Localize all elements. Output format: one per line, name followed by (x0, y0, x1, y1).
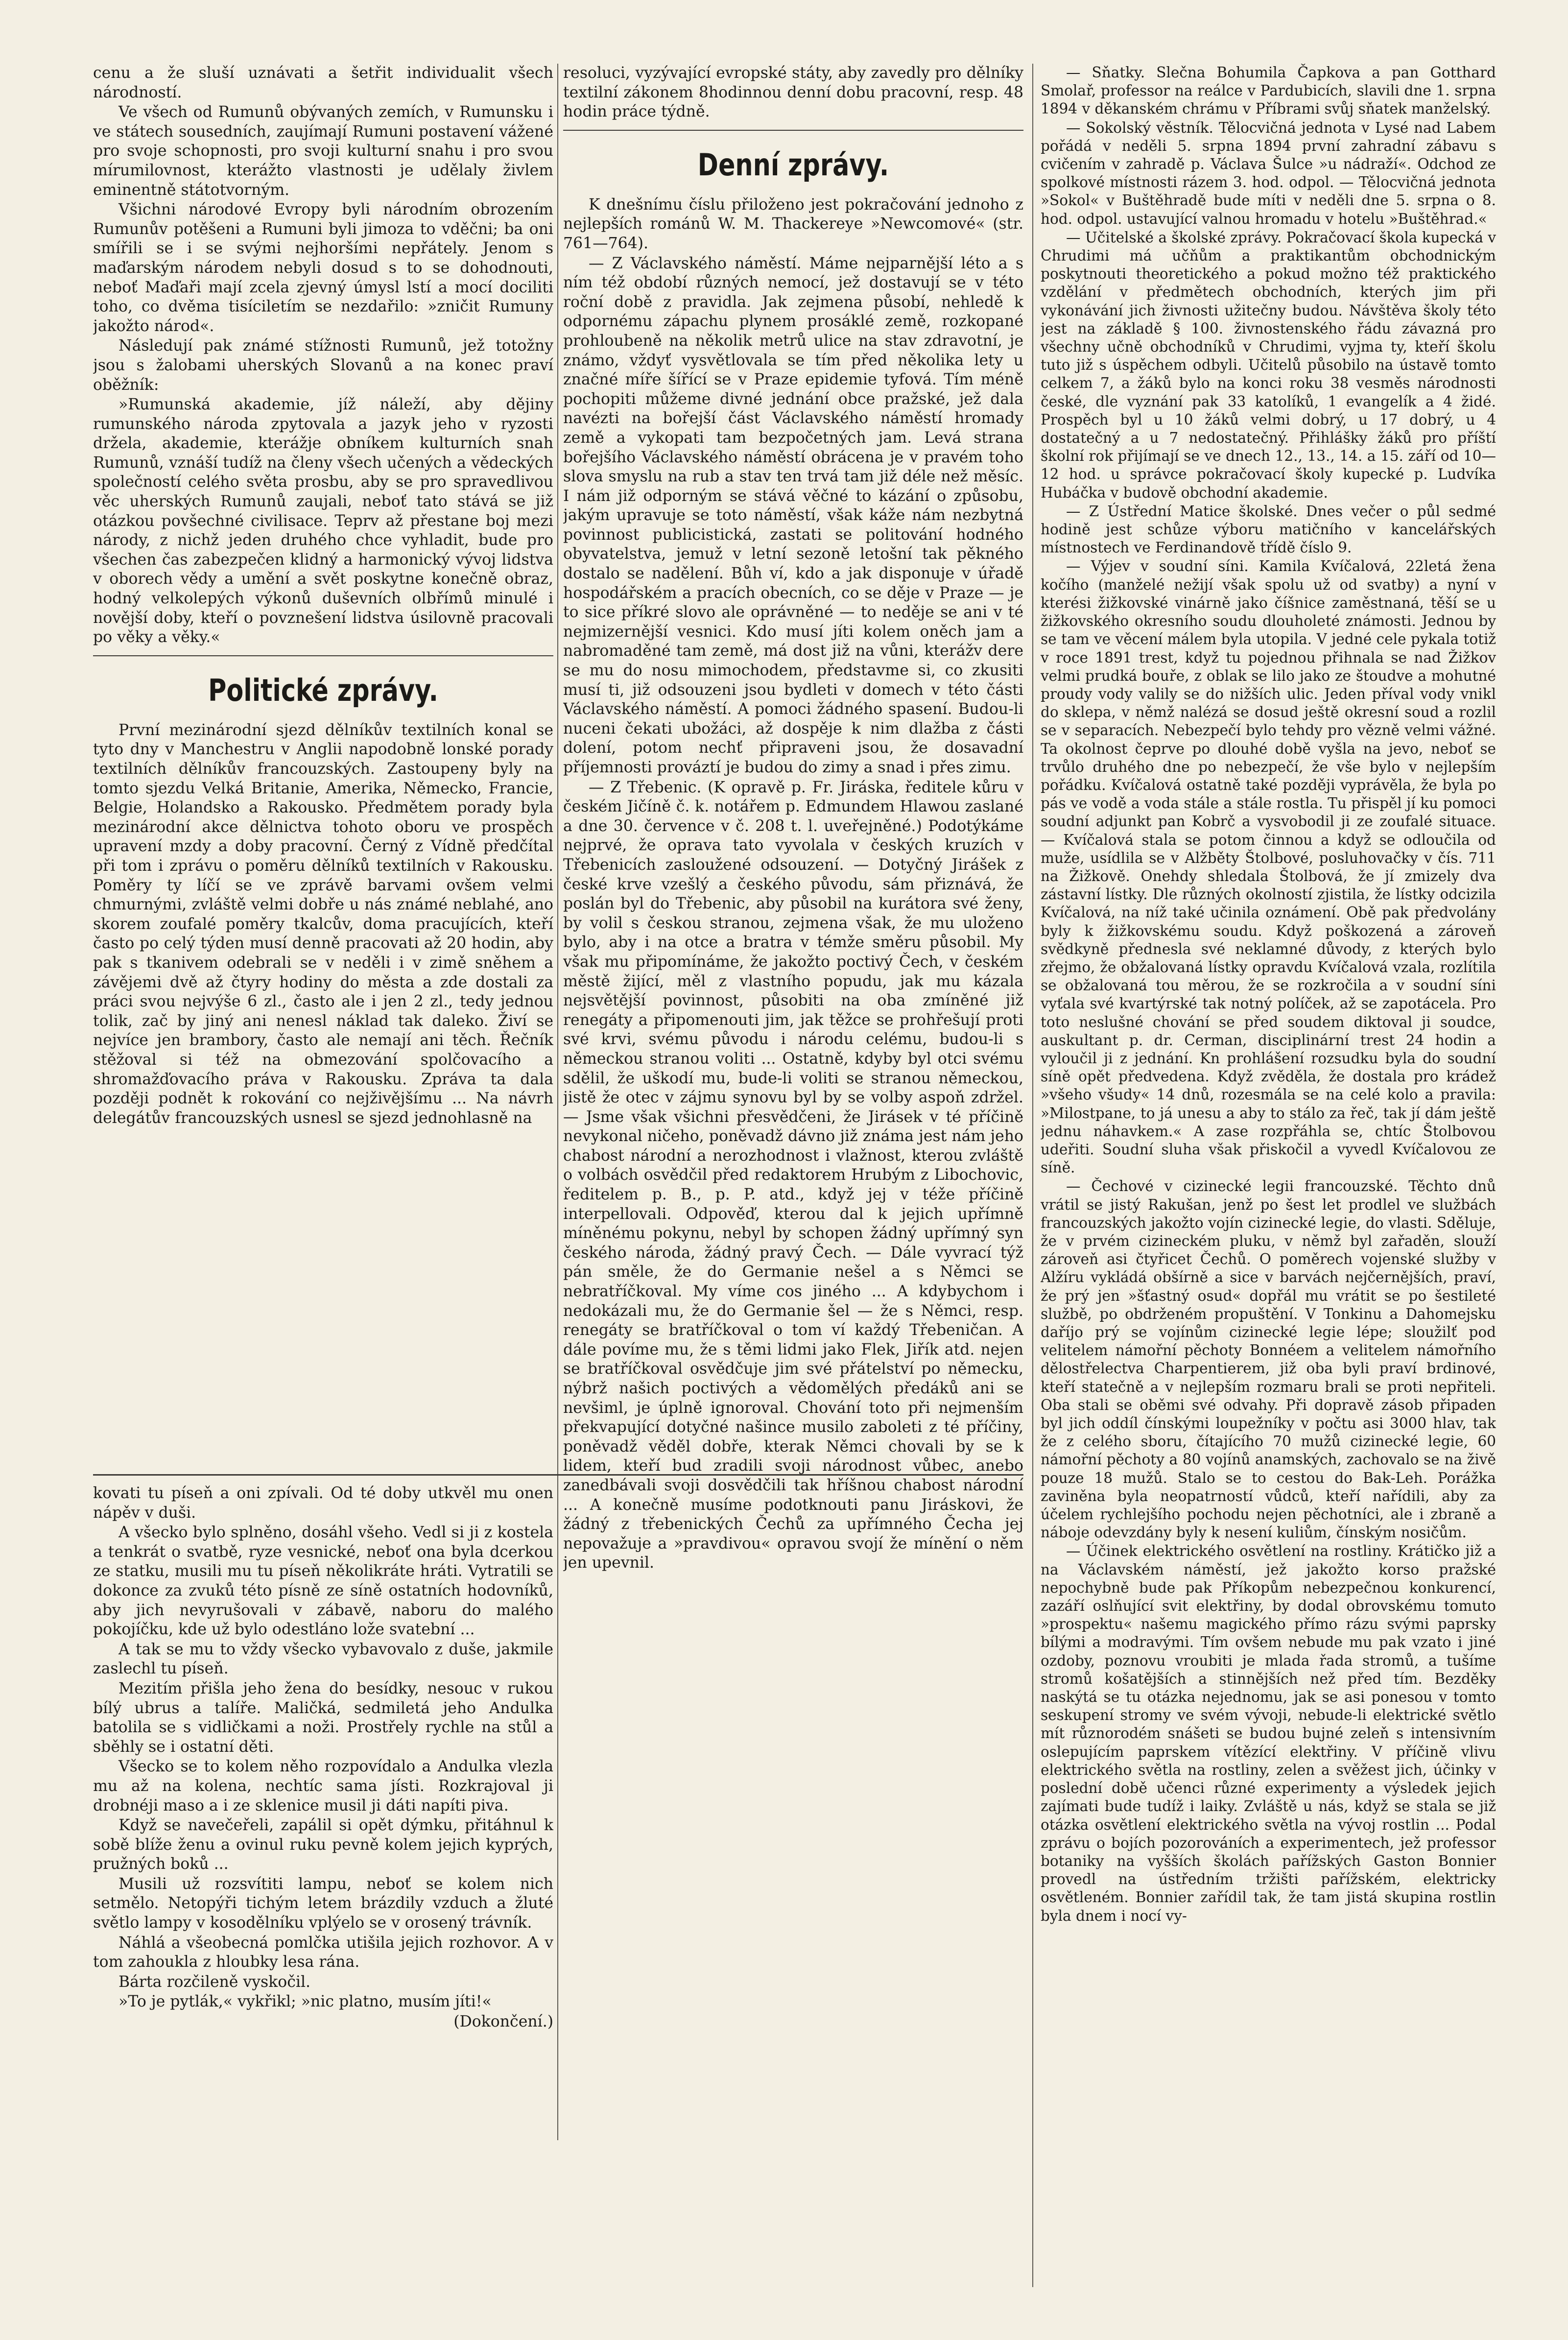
article-paragraph: — Účinek elektrického osvětlení na rostliny. Krátičko již a na Václavském náměstí, jež jakožto korso pražské nepochybně bude pak Příkopům nebezpečnou konkurencí, zazáří oslňující svit elektřiny, by dodal obrovskému tomuto »prospektu« našemu magického přímo rázu svými paprsky bílými a modravými. Tím ovšem nebude mu pak vzato i jiné ozdoby, poznovu vroubiti je mlada řada stromů, a tušíme stromů košatějších a stinnějších než před tím. Bezděky naskýtá se tu otázka nejednomu, jak se asi ponesou v tomto seskupení stromy ve svém vývoji, nebude-li elektrické světlo mít různorodém snášeti se budou bujné zeleň s intensivním oslepujícím paprskem vítězící elektřiny. V příčině vlivu elektrického světla na rostliny, zelen a svěžest jich, účinky v poslední době učenci různé experimenty a výsledek jejich zajímati bude tudíž i laiky. Zvláště u nás, když se stala se již otázka osvětlení elektrického světla na vývoj rostlin ... Podal zprávu o bojích pozorováních a experimentech, jež professor botaniky na vyšších školách pařížských Gaston Bonnier provedl na ústředním tržišti pařížském, elektricky osvětleném. Bonnier zařídil tak, že tam jistá skupina rostlin byla dnem i nocí vy- (1041, 1543, 1496, 1924)
article-paragraph: — Z Václavského náměstí. Máme nejparnější léto a s ním též období různých nemocí, jež dostavují se v této roční době z pravidla. Jak zejmena působí, nehledě k odpornému zápachu plynem prosáklé země, rozkopané prohloubeně na několik metrů ulice na stav zdravotní, je známo, vždyť vysvětlovala se tím před několika lety u značné míře šířící se v Praze epidemie tyfová. Tím méně pochopiti můžeme divné jednání obce pražské, jež dala navézti na bořejší část Václavského náměstí hromady země a vykopati tam bezpočetných jam. Levá strana bořejšího Václavského náměstí obrácena je v pravém toho slova smyslu na rub a stav ten trvá tam již déle než měsíc. I nám již odporným se stává věčné to kázání o způsobu, jakým upravuje se toto náměstí, však káže nám nezbytná povinnost publicistická, zastati se politování hodného obyvatelstva, jemuž v letní sezoně letošní tak pěkného dostalo se nadělení. Bůh ví, kdo a jak disponuje v úřadě hospodářském a pracích obecních, co se děje v Praze — je to sice příkré slovo ale oprávněné — to neděje se ani v té nejmizernější vesnici. Kdo musí jíti kolem oněch jam a nabromaděné tam země, má dost již na vůni, kterážv dere se mu do nosu mimochodem, představme si, co zkusiti musí ti, již odsouzeni jsou bydleti v domech v této části Václavského náměstí. A pomoci žádného spasení. Budou-li nuceni čekati ubožáci, až dospěje k nim dlažba z části dolení, potom nechť připraveni jsou, že dosavadní příjemnosti prováztí je budou do zimy a snad i přes zimu. (563, 254, 1023, 776)
article-paragraph: Ve všech od Rumunů obývaných zemích, v Rumunsku i ve státech sousedních, zaujímají Rumuni postavení vážené pro svoje schopnosti, pro svoji kulturní snahu i pro svou mírumilovnost, kterážto vlastnosti je udělaly živlem eminentně státotvorným. (93, 103, 553, 199)
article-paragraph: — Sňatky. Slečna Bohumila Čapkova a pan Gotthard Smolař, professor na reálce v Pardubicích, slavili dne 1. srpna 1894 v děkanském chrámu v Příbrami svůj sňatek manželský. (1041, 64, 1496, 118)
article-paragraph: Následují pak známé stížnosti Rumunů, jež totožny jsou s žalobami uherských Slovanů a na konec praví oběžník: (93, 337, 553, 394)
article-paragraph: kovati tu píseň a oni zpívali. Od té doby utkvěl mu onen nápěv v duši. (93, 1484, 553, 1522)
article-paragraph: »To je pytlák,« vykřikl; »nic platno, musím jíti!« (119, 1993, 492, 2011)
section-divider (93, 655, 553, 656)
article-paragraph: resoluci, vyzývající evropské státy, aby zavedly pro dělníky textilní zákonem 8hodinnou denní dobu pracovní, resp. 48 hodin práce týdně. (563, 64, 1023, 121)
article-paragraph: Všecko se to kolem něho rozpovídalo a Andulka vlezla mu až na kolena, nechtíc sama jísti. Rozkrajoval ji drobnéji maso a i ze sklenice musil ji dáti napíti piva. (93, 1758, 553, 1815)
article-paragraph: — Výjev v soudní síni. Kamila Kvíčalová, 22letá žena kočího (manželé nežijí však spolu už od svatby) a nyní v kterési žižkovské vinárně jako číšnice zaměstnaná, těší se u žižkovského okresního soudu dlouholeté známosti. Jednou by se tam ve věcení málem byla utopila. V jedné cele pykala totiž v roce 1891 trest, když tu pojednou přihnala se nad Žižkov velmi prudká bouře, z oblak se lilo jako ze štoudve a mohutné proudy vody valily se do nižších ulic. Jeden příval vody vnikl do sklepa, v němž nalézá se dosud ještě okresní soud a rozlil se v separacích. Nebezpečí bylo tehdy pro vězně velmi vážné. Ta okolnost čeprve po dlouhé době vyšla na jevo, neboť se trvůlo druhého dne po nebezpečí, že vše bylo v nejlepším pořádku. Kvíčalová ostatně také později vyprávěla, že byla po pás ve vodě a voda stále a stále rostla. Tu přispěl jí ku pomoci soudní adjunkt pan Kobrč a vysvobodil ji ze zoufalé situace. — Kvíčalová stala se potom činnou a když se odloučila od muže, usídlila se v Alžběty Štolbové, posluhovačky v čís. 711 na Žižkově. Onehdy shledala Štolbová, že jí zmizely dva zástavní lístky. Dle různých okolností zjistila, že lístky odcizila Kvíčalová, na níž také učinila oznámení. Obě pak předvolány byly k žižkovskému soudu. Když poškozená a zároveň svědkyně přednesla své neklamné důvody, z kterých bylo zřejmo, že obžalovaná lístky opravdu Kvíčalová vzala, rozlítila se obžalovaná tou měrou, že se rozkročila a v soudní síni vyťala své kvartýrské tak notný políček, až se zapotácela. Pro toto neslušné chování se před soudem diktoval ji soudce, auskultant p. dr. Cerman, disciplinární trest 24 hodin a vyloučil ji z jednání. Kn prohlášení rozsudku byla do soudní síně opět předvedena. Když zvěděla, že dostala pro krádež »všeho všudy« 14 dnů, rozesmála se na celé kolo a pravila: »Milostpane, to já unesu a aby to stálo za řeč, tak jí dám ještě jednu náhavkem.« A zase rozpřáhla se, chtíc Štolbovou udeřiti. Soudní sluha však přiskočil a vyvedl Kvíčalovou ze síně. (1041, 558, 1496, 1176)
article-paragraph: Když se navečeřeli, zapálil si opět dýmku, přitáhnul k sobě blíže ženu a ovinul ruku pevně kolem jejich kyprých, pružných boků ... (93, 1816, 553, 1873)
article-paragraph: — Z Třebenic. (K opravě p. Fr. Jiráska, ředitele kůru v českém Jičíně č. k. notářem p. Edmundem Hlawou zaslané a dne 30. července v č. 208 t. l. uveřejněné.) Podotýkáme nejprvé, že oprava tato vyvolala v českých kruzích v Třebenicích zasloužené odsouzení. — Dotyčný Jirášek z české krve vzešlý a českého původu, sám přiznává, že poslán byl do Třebenic, aby působil na kurátora své ženy, by volil s českou stranou, zejmena však, že mu uloženo bylo, aby i na otce a bratra v témže směru působil. My však mu připomínáme, že jakožto poctivý Čech, v českém městě žijící, měl z vlastního popudu, jak mu kázala nejsvětější povinnost, působiti na oba zmíněné již renegáty a připomenouti jim, jak těžce se prohřešují proti své krvi, svému původu i národu celému, budou-li s německou stranou voliti ... Ostatně, kdyby byl otci svému sdělil, že uškodí mu, bude-li voliti se stranou německou, jistě že otec v zájmu synovu byl by se volby aspoň zdržel. — Jsme však všichni přesvědčeni, že Jirásek v té příčině nevykonal ničeho, poněvadž dávno již známa jest nám jeho chabost národní a nerozhodnost i vlažnost, kterou zvláště o volbách osvědčil před redaktorem Hrubým z Libochovic, ředitelem p. B., p. P. atd., když jej v téže příčině interpellovali. Odpověď, kterou dal k jejich upřímně míněnému pokynu, nebyl by schopen žádný upřímný syn českého národa, žádný pravý Čech. — Dále vyvrací týž pán směle, že do Germanie nešel a s Němci se nebratříčkoval. My víme cos jiného ... A kdybychom i nedokázali mu, že do Germanie šel — že s Němci, resp. renegáty se bratříčkoval o tom ví každý Třebeničan. A dále povíme mu, že s těmi lidmi jako Flek, Jiřík atd. nejen se bratříčkoval osvědčuje jim své přátelství po německu, nýbrž našich poctivých a vědomělých předáků ani se nevšiml, je úplně ignoroval. Chování toto při nejmenším překvapující dotyčné našince musilo zaboleti z té příčiny, poněvadž věděl dobře, kterak Němci chovali by se k lidem, kteří bud zradili svoji národnost vůbec, anebo zanedbávali svoji dosvědčili tak hříšnou chabost národní ... A konečně musíme podotknouti panu Jiráskovi, že žádný z třebenických Čechů za upřímného Čecha jej nepovažuje a »pravdivou« opravou svojí že mínění o něm jen upevnil. (563, 778, 1023, 1572)
article-paragraph: — Učitelské a školské zprávy. Pokračovací škola kupecká v Chrudimi má učňům a praktikantům obchodnickým poskytnouti theoretického a pokud možno též praktického vzdělání v předmětech obchodních, kterých jim při vykonávání jich živnosti užitečny budou. Návštěva školy této jest na základě § 100. živnostenského řádu závazná pro všechny učně obchodníků v Chrudimi, vyjma ty, kteří školu tuto již s úspěchem odbyli. Učitelů působilo na ústavě tomto celkem 7, a žáků bylo na konci roku 38 vesměs národnosti české, dle vyznání pak 33 katolíků, 1 evangelík a 4 židé. Prospěch byl u 10 žáků velmi dobrý, u 17 dobrý, u 4 dostatečný a u 7 nedostatečný. Přihlášky žáků pro příští školní rok přijímají se ve dnech 12., 13., 14. a 15. září od 10—12 hod. u správce pokračovací školy kupecké p. Ludvíka Hubáčka v budově obchodní akademie. (1041, 229, 1496, 501)
section-heading-daily: Denní zprávy. (697, 146, 889, 183)
section-divider (563, 130, 1023, 131)
article-paragraph: Bárta rozčileně vyskočil. (119, 1973, 311, 1991)
column-3 (1041, 64, 1496, 2243)
article-paragraph: cenu a že sluší uznávati a šetřit individualit všech národností. (93, 64, 553, 101)
article-paragraph: A tak se mu to vždy všecko vybavovalo z duše, jakmile zaslechl tu píseň. (93, 1640, 553, 1678)
column-rule (557, 64, 558, 2140)
article-paragraph: První mezinárodní sjezd dělníkův textilních konal se tyto dny v Manchestru v Anglii napodobně lonské porady textilních dělníkův francouzských. Zastoupeny byly na tomto sjezdu Velká Britanie, Amerika, Německo, Francie, Belgie, Holandsko a Rakousko. Předmětem porady byla mezinárodní akce dělnictva tohoto oboru ve prospěch upravení mzdy a doby pracovní. Černý z Vídně předčítal při tom i zprávu o poměru dělníků textilních v Rakousku. Poměry ty líčí se ve zprávě barvami ovšem velmi chmurnými, zvláště velmi dobře u nás známé neblahé, ano skorem zoufalé poměry tkalcův, doma pracujících, kteří často po celý týden musí denně pracovati až 20 hodin, aby pak s tkanivem odebrali se v neděli i v zimě sněhem a závějemi dvě až čtyry hodiny do města a zde dostali za práci svou nejvýše 6 zl., často ale i jen 2 zl., tedy jednou tolik, zač by jiný ani nenesl náklad tak daleko. Živí se nejvíce jen brambory, často ale nemají ani těch. Řečník stěžoval si též na obmezování spolčovacího a shromažďovacího práva v Rakousku. Zpráva ta dala později podnět k rokování co nejživějšímu ... Na návrh delegátův francouzských usnesl se sjezd jednohlasně na (93, 721, 553, 1127)
article-paragraph: »Rumunská akademie, jíž náleží, aby dějiny rumunského národa zpytovala a jazyk jeho v ryzosti držela, akademie, kterážje obníkem kulturních snah Rumunů, vznáší tudíž na členy všech učených a vědeckých společností celého světa prosbu, aby se pro spravedlivou věc uherských Rumunů zaujali, neboť tato stává se již otázkou povšechné civilisace. Teprv až přestane boj mezi národy, z nichž jeden druhého chce vyhladit, bude pro všechen čas zabezpečen klidný a harmonický vývoj lidstva v oborech vědy a umění a svět poskytne konečně obraz, hodný velkolepých výkonů duševních olbřímů minulé i novější doby, kteří o povznešení lidstva úsilovně pracovali po věky a věky.« (93, 396, 553, 646)
article-paragraph: — Sokolský věstník. Tělocvičná jednota v Lysé nad Labem pořádá v neděli 5. srpna 1894 první zahradní zábavu s cvičením v zahradě p. Václava Šulce »u nádraží«. Odchod ze spolkové místnosti rázem 3. hod. odpol. — Tělocvičná jednota »Sokol« v Buštěhradě bude míti v neděli dne 5. srpna o 8. hod. odpol. ustavující valnou hromadu v hotelu »Buštěhrad.« (1041, 119, 1496, 227)
article-paragraph: — Z Ústřední Matice školské. Dnes večer o půl sedmé hodině jest schůze výboru matičního v kancelářských místnostech ve Ferdinandově třídě číslo 9. (1041, 502, 1496, 556)
article-paragraph: — Čechové v cizinecké legii francouzské. Těchto dnů vrátil se jistý Rakušan, jenž po šest let prodlel ve službách francouzských jakožto vojín cizinecké legie, do vlasti. Sděluje, že v prvém cizineckém pluku, v němž byl zařaděn, slouží zároveň asi čtyřicet Čechů. O poměrech vojenské služby v Alžíru vykládá obšírně a sice v barvách nejčernějších, praví, že prý jen »šťastný osud« dopřál mu vrátit se po šestileté službě, po obdrženém propuštění. V Tonkinu a Dahomejsku daříjo prý se vojínům cizinecké legie lépe; sloužilť pod velitelem námořní pěchoty Bonnéem a velitelem námořního dělostřelectva Charpentierem, již oba byli praví brdinové, kteří statečně a v nejlepším rozmaru brali se proti nepřiteli. Oba stali se oběmi své odvahy. Při dopravě zásob připaden byl jich oddíl čínskými loupežníky v počtu asi 3000 hlav, tak že z celého sboru, čítajícího 70 mužů cizinecké legie, 60 námořní pěchoty a 80 vojínů anamských, zachovalo se na živě pouze 18 mužů. Stalo se to cestou do Bak-Leh. Porážka zaviněna byla neopatrností vůdců, kteří nařídili, aby za účelem rychlejšího pochodu nejen pěchotníci, ale i zbraně a náboje odevzdány byly k nesení kuliům, čínským nosičům. (1041, 1178, 1496, 1541)
article-paragraph: A všecko bylo splněno, dosáhl všeho. Vedl si ji z kostela a tenkrát o svatbě, ryze vesnické, neboť ona byla dcerkou ze statku, musili mu tu píseň několikráte hráti. Vytratili se dokonce za zvuků této písně ze síně ostatních hodovníků, aby jich nevyrušovali v zábavě, naboru do malého pokojíčku, kde už bylo odestláno lože svatební ... (93, 1524, 553, 1639)
article-paragraph: Mezitím přišla jeho žena do besídky, nesouc v rukou bílý ubrus a talíře. Maličká, sedmiletá jeho Andulka batolila se s vidličkami a noži. Prostřely rychle na stůl a sběhly se i ostatní děti. (93, 1679, 553, 1756)
article-paragraph: Náhlá a všeobecná pomlčka utišila jejich rozhovor. A v tom zahoukla z hloubky lesa rána. (93, 1934, 553, 1971)
article-paragraph: K dnešnímu číslu přiloženo jest pokračování jednoho z nejlepších románů W. M. Thackereye »Newcomové« (str. 761—764). (563, 195, 1023, 252)
section-heading-political: Politické zprávy. (208, 672, 438, 708)
column-rule (1032, 64, 1033, 2287)
column-2 (563, 64, 1023, 2268)
feuilleton-column (93, 1484, 553, 2209)
article-paragraph: Musili už rozsvítiti lampu, neboť se kolem nich setmělo. Netopýři tichým letem brázdily vzduch a žluté světlo lampy v kosodělníku vplýelo se v orosený trávník. (93, 1875, 553, 1932)
article-paragraph: Všichni národové Evropy byli národním obrozením Rumunův potěšeni a Rumuni byli jimoza to vděčni; ba oni smířili se i se svými nejhoršími nepřátely. Jenom s maďarským národem nebyli dosud s to se dohodnouti, neboť Maďaři mají zcela zjevný úmysl lstí a mocí dociliti toho, co dvěma tisíciletím se nezdařilo: »zničit Rumuny jakožto národ«. (93, 201, 553, 335)
continuation-note: (Dokončení.) (453, 2013, 553, 2031)
